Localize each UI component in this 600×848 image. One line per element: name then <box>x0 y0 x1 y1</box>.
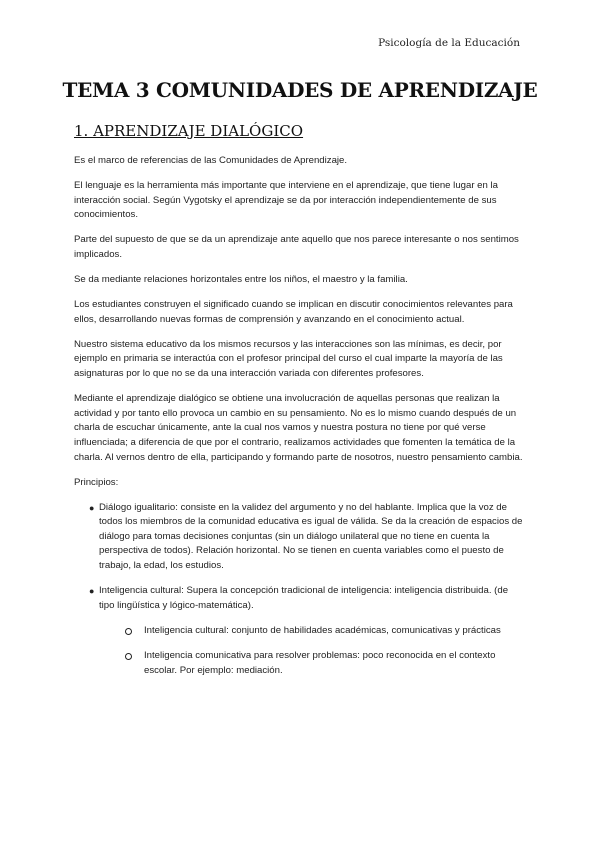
sub-list-item-text: Inteligencia comunicativa para resolver problemas: poco reconocida en el contexto escolar. Por ejemplo: mediación. <box>144 649 496 676</box>
paragraph: Mediante el aprendizaje dialógico se obtiene una involucración de aquellas personas que realizan la actividad y por tanto ello provoca un cambio en su pensamiento. No es lo mismo cuando después de un charla de escuchar únicamente, ante la cual nos vamos y nuestra postura no tiene por qué verse influenciada; a diferencia de que por el contrario, realizamos actividades que fomenten la temática de la charla. Al vernos dentro de ella, participando y formando parte de nosotros, nuestro pensamiento cambia. <box>74 393 523 463</box>
paragraph: Nuestro sistema educativo da los mismos recursos y las interacciones son las mínimas, es decir, por ejemplo en primaria se interactúa con el profesor principal del curso el cual imparte la mayoría de las asignaturas por lo que no se da una interacción variada con diferentes profesores. <box>74 338 503 380</box>
sub-list-item <box>99 624 526 639</box>
sub-list-item <box>99 649 526 678</box>
bullet-icon: ● <box>89 502 95 513</box>
bullet-icon: ● <box>89 586 95 597</box>
document-body <box>74 154 526 689</box>
hollow-bullet-icon <box>125 653 132 660</box>
list-item-text: Diálogo igualitario: consiste en la validez del argumento y no del hablante. Implica que la voz de todos los miembros de la comunidad educativa es igual de válida. Se da la creación de espacios de diálogo para tomas decisiones conjuntas (sin un diálogo unilateral que no tiene en cuenta la perspectiva de todos). Relación horizontal. No se tienen en cuenta variables como el puesto de trabajo, la edad, los estudios. <box>99 501 523 572</box>
paragraph: Es el marco de referencias de las Comunidades de Aprendizaje. <box>74 155 348 166</box>
list-item <box>74 501 526 574</box>
paragraph: Los estudiantes construyen el significado cuando se implican en discutir conocimientos relevantes para ellos, desarrollando nuevas formas de comprensión y avanzando en el conocimiento actual. <box>74 299 513 325</box>
hollow-bullet-icon <box>125 628 132 635</box>
section-heading: 1. APRENDIZAJE DIALÓGICO <box>74 122 304 140</box>
paragraph: El lenguaje es la herramienta más importante que interviene en el aprendizaje, que tiene lugar en la interacción social. Según Vygotsky el aprendizaje se da por interacción independientemente de sus conocimientos. <box>74 180 498 221</box>
list-item <box>74 584 526 678</box>
sub-list <box>99 624 526 678</box>
list-item-text: Inteligencia cultural: Supera la concepción tradicional de inteligencia: inteligencia distribuida. (de tipo lingüística y lógico-matemática). <box>99 585 509 611</box>
principles-list <box>74 501 526 678</box>
running-header: Psicología de la Educación <box>378 37 520 49</box>
paragraph: Se da mediante relaciones horizontales entre los niños, el maestro y la familia. <box>74 274 408 286</box>
principles-label: Principios: <box>74 476 119 488</box>
page-title: TEMA 3 COMUNIDADES DE APRENDIZAJE <box>62 78 538 102</box>
sub-list-item-text: Inteligencia cultural: conjunto de habilidades académicas, comunicativas y prácticas <box>144 624 501 636</box>
paragraph: Parte del supuesto de que se da un aprendizaje ante aquello que nos parece interesante o nos sentimos implicados. <box>74 234 519 260</box>
